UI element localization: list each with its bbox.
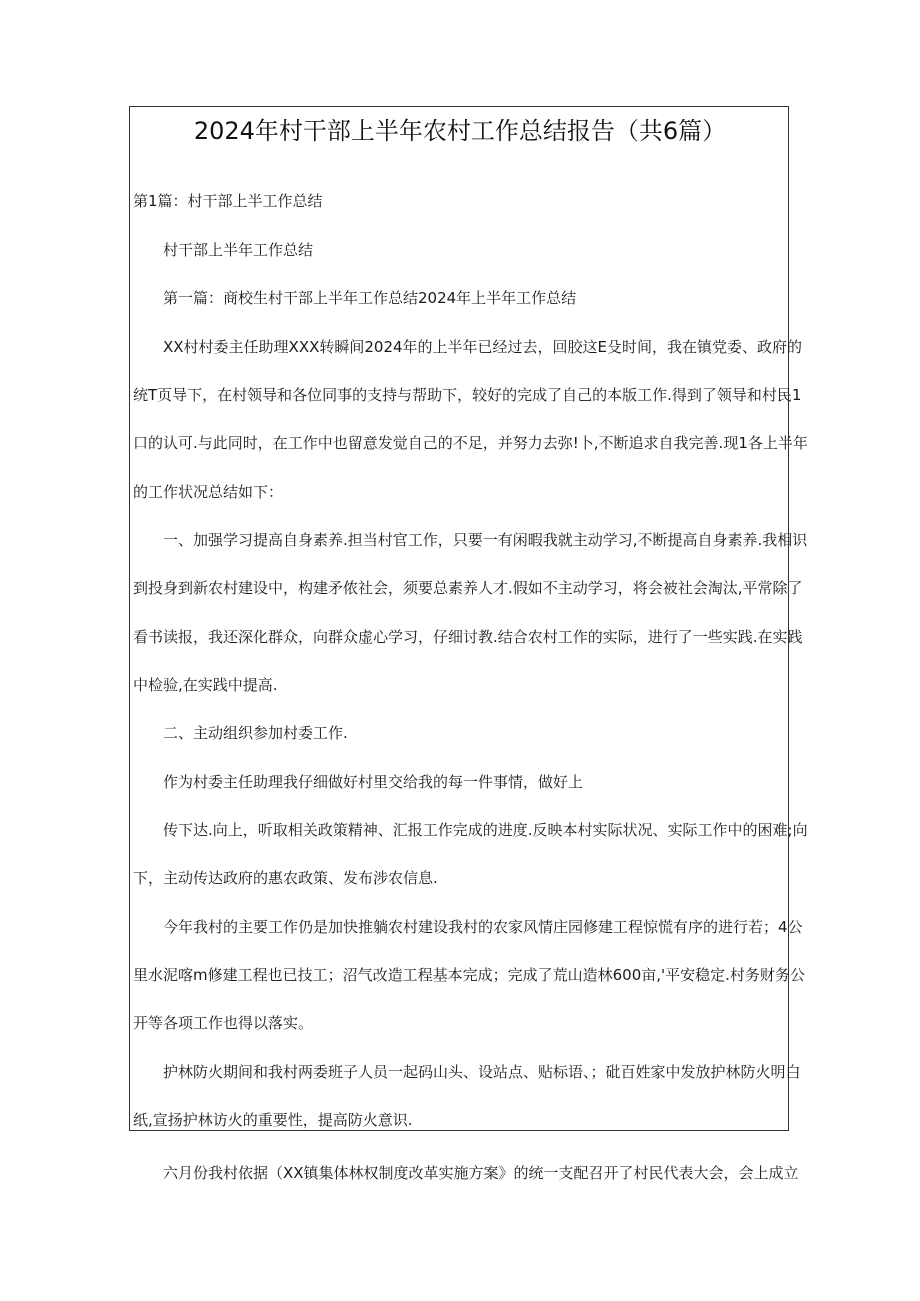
paragraph-line: 一、加强学习提高自身素养.担当村官工作，只要一有闲暇我就主动学习,不断提高自身素养.我相识 (163, 531, 808, 549)
paragraph-line: 六月份我村依据（XX镇集体林权制度改革实施方案》的统一支配召开了村民代表大会，会上成立 (163, 1164, 799, 1182)
document-title: 2024年村干部上半年农村工作总结报告（共6篇） (193, 117, 727, 145)
paragraph-line: 到投身到新农村建设中，构建矛侬社会，须要总素养人才.假如不主动学习，将会被社会淘汰,平常除了 (133, 579, 803, 597)
paragraph-line: 今年我村的主要工作仍是加快推躺农村建设我村的农家风情庄园修建工程惊慌有序的进行若；4公 (163, 918, 803, 936)
section-heading: 第1篇：村干部上半工作总结 (133, 192, 323, 210)
paragraph-line: 二、主动组织参加村委工作. (163, 724, 348, 742)
paragraph-line: XX村村委主任助理XXX转瞬间2024年的上半年已经过去，回胶这E殳时间，我在镇党委、政府的 (163, 338, 803, 356)
paragraph-line: 的工作状况总结如下： (133, 483, 284, 501)
paragraph-line: 村干部上半年工作总结 (163, 241, 314, 259)
paragraph-line: 口的认可.与此同时，在工作中也留意发觉自己的不足，并努力去弥!卜,不断追求自我完善.现1各上半年 (133, 434, 808, 452)
paragraph-line: 护林防火期间和我村两委班子人员一起码山头、设站点、贴标语、；砒百姓家中发放护林防火明白 (163, 1063, 801, 1081)
paragraph-line: 里水泥喀m修建工程也已技工；沼气改造工程基本完成；完成了荒山造林600亩,'平安稳定.村务财务公 (133, 966, 805, 984)
paragraph-line: 下，主动传达政府的惠农政策、发布涉农信息. (133, 869, 438, 887)
paragraph-line: 传下达.向上，听取相关政策精神、汇报工作完成的进度.反映本村实际状况、实际工作中的困难;向 (163, 821, 808, 839)
paragraph-line: 第一篇：商校生村干部上半年工作总结2024年上半年工作总结 (163, 289, 577, 307)
paragraph-line: 看书读报，我还深化群众，向群众虚心学习，仔细讨教.结合农村工作的实际，进行了一些实践.在实践 (133, 628, 803, 646)
paragraph-line: 开等各项工作也得以落实。 (133, 1014, 314, 1032)
paragraph-line: 纸,宣扬护林访火的重要性，提高防火意识. (133, 1111, 413, 1129)
paragraph-line: 中检验,在实践中提高. (133, 676, 278, 694)
paragraph-line: 统T页导下，在村领导和各位同事的支持与帮助下，较好的完成了自己的本版工作.得到了领导和村民1 (133, 386, 802, 404)
paragraph-line: 作为村委主任助理我仔细做好村里交给我的每一件事情，做好上 (163, 773, 584, 791)
